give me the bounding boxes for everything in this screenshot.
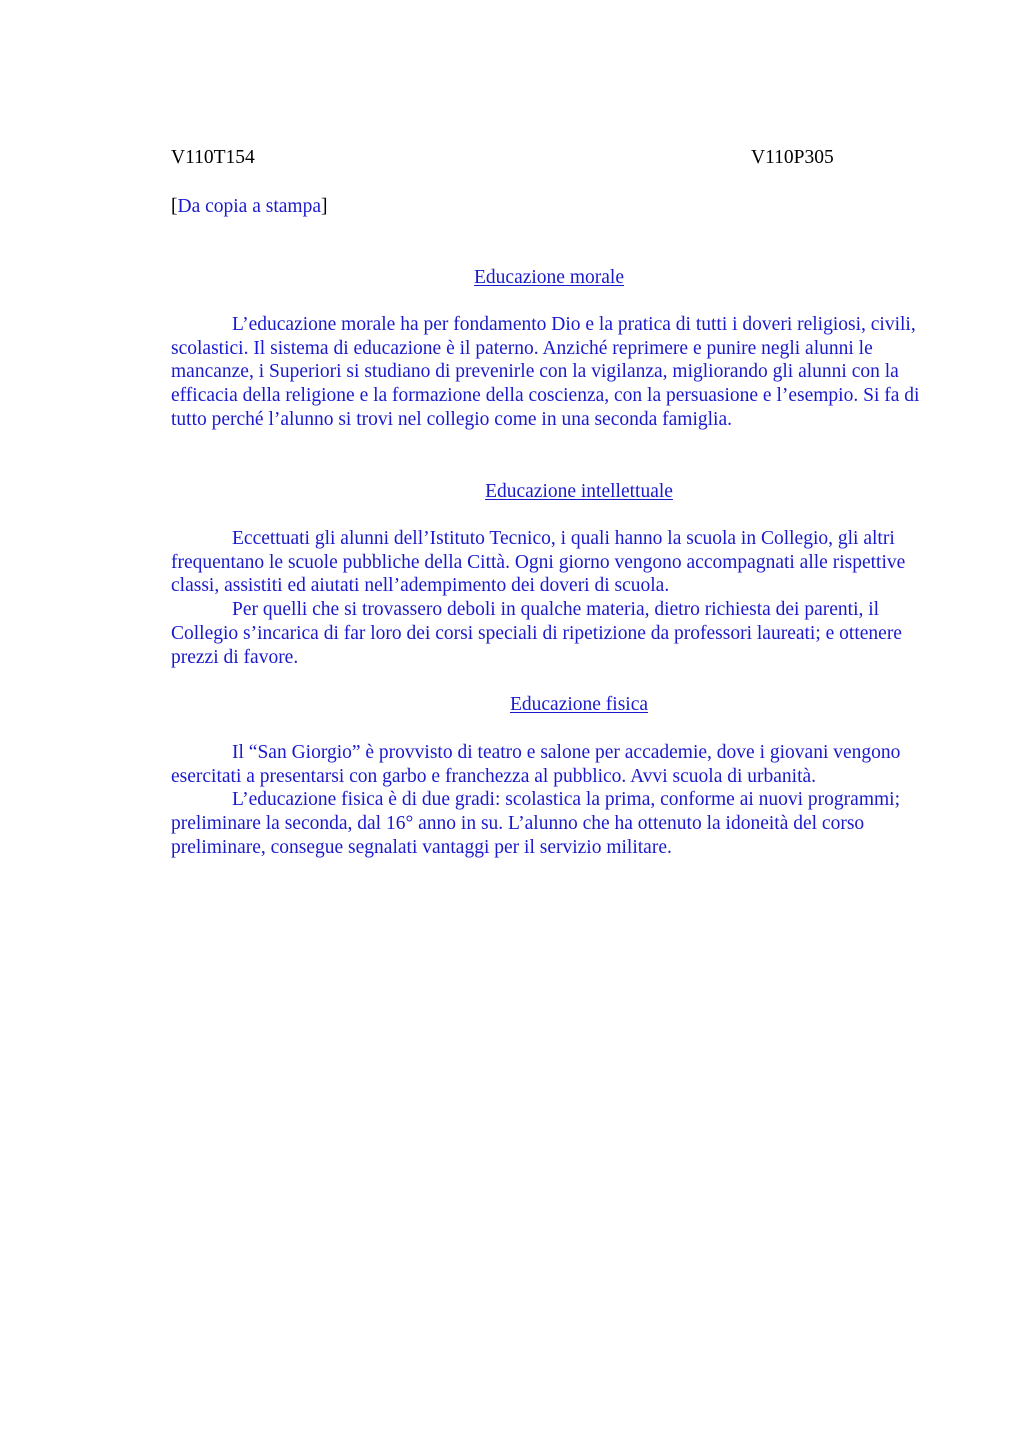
paragraph: Eccettuati gli alunni dell’Istituto Tecnico, i quali hanno la scuola in Collegio, gli altri frequentano le scuole pubbliche della Città. Ogni giorno vengono accompagnati alle rispettive classi, assistiti ed aiutati nell’adempimento dei doveri di scuola. bbox=[171, 528, 906, 597]
section-body-morale bbox=[171, 313, 927, 432]
section-heading-morale bbox=[171, 266, 927, 290]
section-title: Educazione intellettuale bbox=[485, 481, 673, 502]
section-heading-fisica bbox=[171, 693, 927, 717]
section-title: Educazione fisica bbox=[509, 694, 649, 715]
section-title: Educazione morale bbox=[474, 267, 624, 288]
source-note bbox=[171, 195, 327, 219]
document-code-left: V110T154 bbox=[171, 147, 255, 168]
paragraph: L’educazione morale ha per fondamento Dio e la pratica di tutti i doveri religiosi, civili, scolastici. Il sistema di educazione è il paterno. Anziché reprimere e punire negli alunni le mancanze, i Superiori si studiano di prevenirle con la vigilanza, migliorando gli alunni con la efficacia della religione e la formazione della coscienza, con la persuasione e l’esempio. Si fa di tutto perché l’alunno si trovi nel collegio come in una seconda famiglia. bbox=[171, 314, 920, 430]
source-open-bracket: [ bbox=[171, 196, 178, 217]
paragraph: Per quelli che si trovassero deboli in qualche materia, dietro richiesta dei parenti, il Collegio s’incarica di far loro dei corsi speciali di ripetizione da professori laureati; e ottenere prezzi di favore. bbox=[171, 599, 902, 668]
source-close-bracket: ] bbox=[320, 196, 328, 217]
source-text: Da copia a stampa bbox=[177, 196, 321, 217]
paragraph: L’educazione fisica è di due gradi: scolastica la prima, conforme ai nuovi programmi; preliminare la seconda, dal 16° anno in su. L’alunno che ha ottenuto la idoneità del corso preliminare, consegue segnalati vantaggi per il servizio militare. bbox=[171, 789, 900, 858]
document-code-right: V110P305 bbox=[751, 147, 834, 168]
section-body-fisica bbox=[171, 741, 927, 860]
section-body-intellettuale bbox=[171, 527, 927, 669]
section-heading-intellettuale bbox=[171, 480, 927, 504]
paragraph: Il “San Giorgio” è provvisto di teatro e salone per accademie, dove i giovani vengono esercitati a presentarsi con garbo e franchezza al pubblico. Avvi scuola di urbanità. bbox=[171, 742, 901, 787]
